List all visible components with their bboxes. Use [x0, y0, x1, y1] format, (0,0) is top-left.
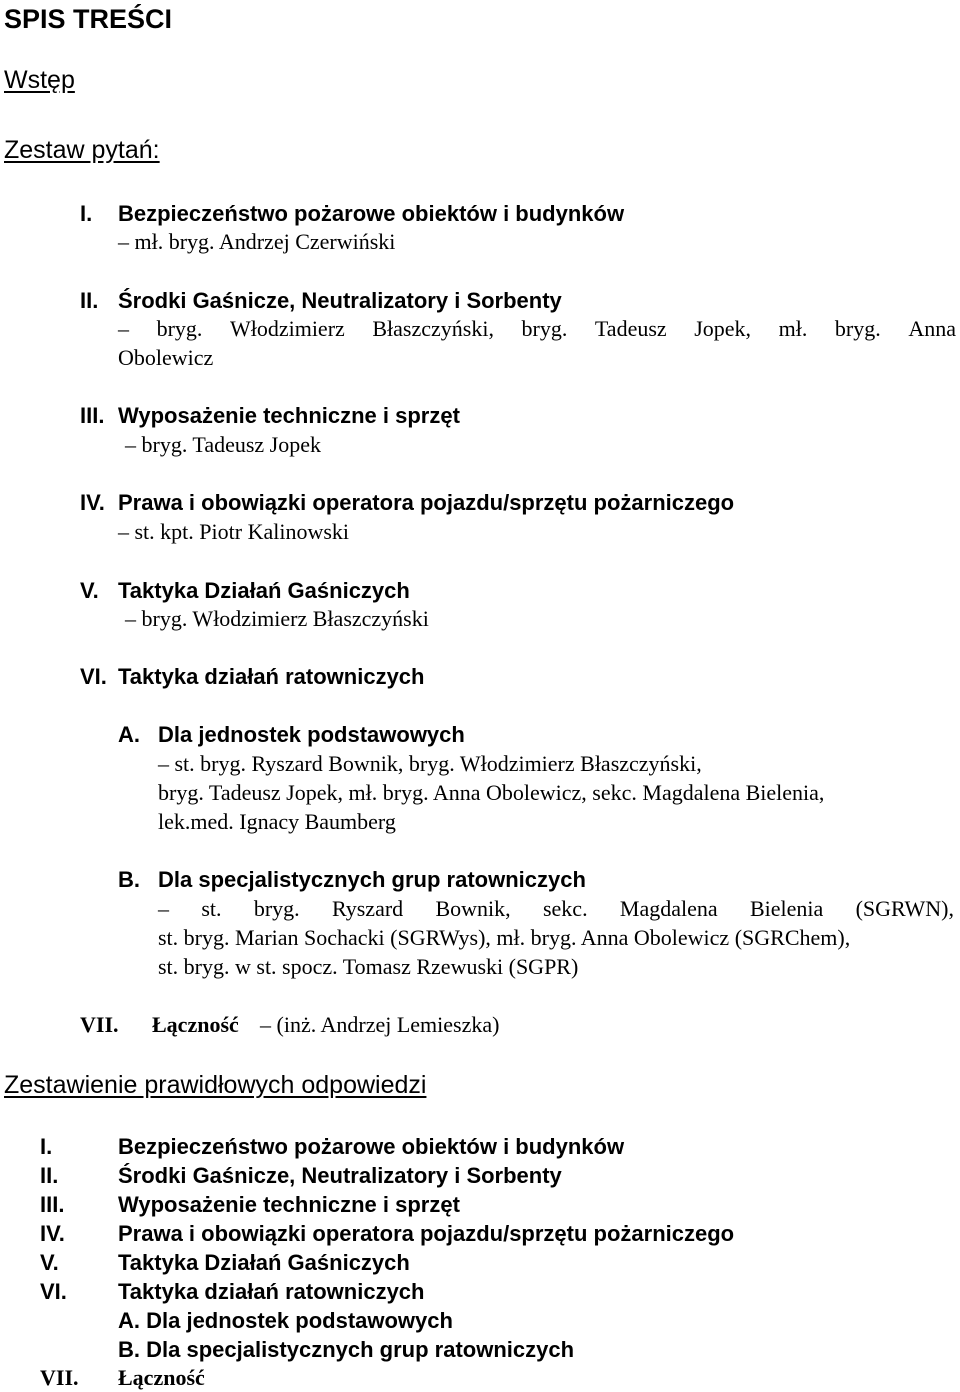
author-word: –: [118, 316, 129, 341]
answer-subtitle: A. Dla jednostek podstawowych: [118, 1308, 453, 1333]
section-author: – bryg. Włodzimierz Błaszczyński: [125, 606, 429, 631]
answers-heading-link[interactable]: Zestawienie prawidłowych odpowiedzi: [4, 1071, 427, 1099]
section-number: VI.: [80, 664, 107, 689]
author-word: Błaszczyński,: [372, 316, 494, 341]
author-word: st.: [201, 896, 222, 921]
section-title: Bezpieczeństwo pożarowe obiektów i budynków: [118, 201, 625, 226]
answer-title: Łączność: [118, 1365, 205, 1390]
author-word: Anna: [908, 316, 956, 341]
section-number: III.: [80, 403, 105, 428]
author-word: Ryszard: [331, 896, 404, 921]
answer-number: II.: [40, 1163, 59, 1188]
answer-number: V.: [40, 1250, 59, 1275]
author-word: –: [158, 896, 169, 921]
answer-title: Prawa i obowiązki operatora pojazdu/sprzętu pożarniczego: [118, 1221, 735, 1246]
answer-title: Środki Gaśnicze, Neutralizatory i Sorbenty: [118, 1163, 562, 1188]
author-word: Włodzimierz: [229, 316, 345, 341]
subsection-author-line: lek.med. Ignacy Baumberg: [158, 809, 396, 834]
section-number: IV.: [80, 490, 105, 515]
section-author: – mł. bryg. Andrzej Czerwiński: [118, 229, 396, 254]
section-title: Łączność: [152, 1012, 239, 1037]
author-word: Bielenia: [749, 896, 824, 921]
section-author: – (inż. Andrzej Lemieszka): [260, 1012, 500, 1037]
subsection-author-line: – st. bryg. Ryszard Bownik, bryg. Włodzimierz Błaszczyński,: [158, 751, 702, 776]
section-title: Prawa i obowiązki operatora pojazdu/sprzętu pożarniczego: [118, 490, 735, 515]
section-title: Taktyka Działań Gaśniczych: [118, 578, 410, 603]
section-author: – st. kpt. Piotr Kalinowski: [118, 519, 350, 544]
answer-number: VI.: [40, 1279, 67, 1304]
subsection-author-justified: [158, 898, 954, 920]
author-word: Tadeusz: [594, 316, 667, 341]
subsection-letter: B.: [118, 867, 140, 892]
author-word: Bownik,: [435, 896, 511, 921]
section-title: Wyposażenie techniczne i sprzęt: [118, 403, 460, 428]
answer-title: Wyposażenie techniczne i sprzęt: [118, 1192, 460, 1217]
section-author: – bryg. Tadeusz Jopek: [125, 432, 322, 457]
author-word: (SGRWN),: [855, 896, 954, 921]
intro-link[interactable]: Wstęp: [4, 66, 75, 94]
section-number: V.: [80, 578, 99, 603]
answer-number: III.: [40, 1192, 65, 1217]
section-number: II.: [80, 288, 99, 313]
answer-title: Bezpieczeństwo pożarowe obiektów i budynków: [118, 1134, 625, 1159]
author-word: bryg.: [834, 316, 881, 341]
author-word: bryg.: [521, 316, 568, 341]
subsection-author-line: bryg. Tadeusz Jopek, mł. bryg. Anna Obolewicz, sekc. Magdalena Bielenia,: [158, 780, 825, 805]
author-word: bryg.: [253, 896, 300, 921]
author-word: bryg.: [156, 316, 203, 341]
answer-title: Taktyka Działań Gaśniczych: [118, 1250, 410, 1275]
section-number: I.: [80, 201, 93, 226]
subsection-letter: A.: [118, 722, 140, 747]
author-word: sekc.: [542, 896, 588, 921]
answer-subtitle: B. Dla specjalistycznych grup ratowniczych: [118, 1337, 575, 1362]
section-number: VII.: [80, 1012, 119, 1037]
subsection-title: Dla specjalistycznych grup ratowniczych: [158, 867, 586, 892]
answer-number: IV.: [40, 1221, 65, 1246]
answer-title: Taktyka działań ratowniczych: [118, 1279, 425, 1304]
page-title: SPIS TREŚCI: [4, 4, 173, 34]
answer-number: I.: [40, 1134, 53, 1159]
subsection-title: Dla jednostek podstawowych: [158, 722, 465, 747]
answer-number: VII.: [40, 1365, 79, 1390]
author-word: mł.: [778, 316, 808, 341]
author-word: Jopek,: [694, 316, 752, 341]
author-word: Magdalena: [619, 896, 718, 921]
section-title: Środki Gaśnicze, Neutralizatory i Sorbenty: [118, 288, 562, 313]
section-author-continued: Obolewicz: [118, 345, 214, 370]
section-title: Taktyka działań ratowniczych: [118, 664, 425, 689]
section-author-justified: [118, 318, 956, 340]
subsection-author-line: st. bryg. Marian Sochacki (SGRWys), mł. bryg. Anna Obolewicz (SGRChem),: [158, 925, 851, 950]
questions-heading-link[interactable]: Zestaw pytań:: [4, 136, 160, 164]
subsection-author-line: st. bryg. w st. spocz. Tomasz Rzewuski (SGPR): [158, 954, 579, 979]
